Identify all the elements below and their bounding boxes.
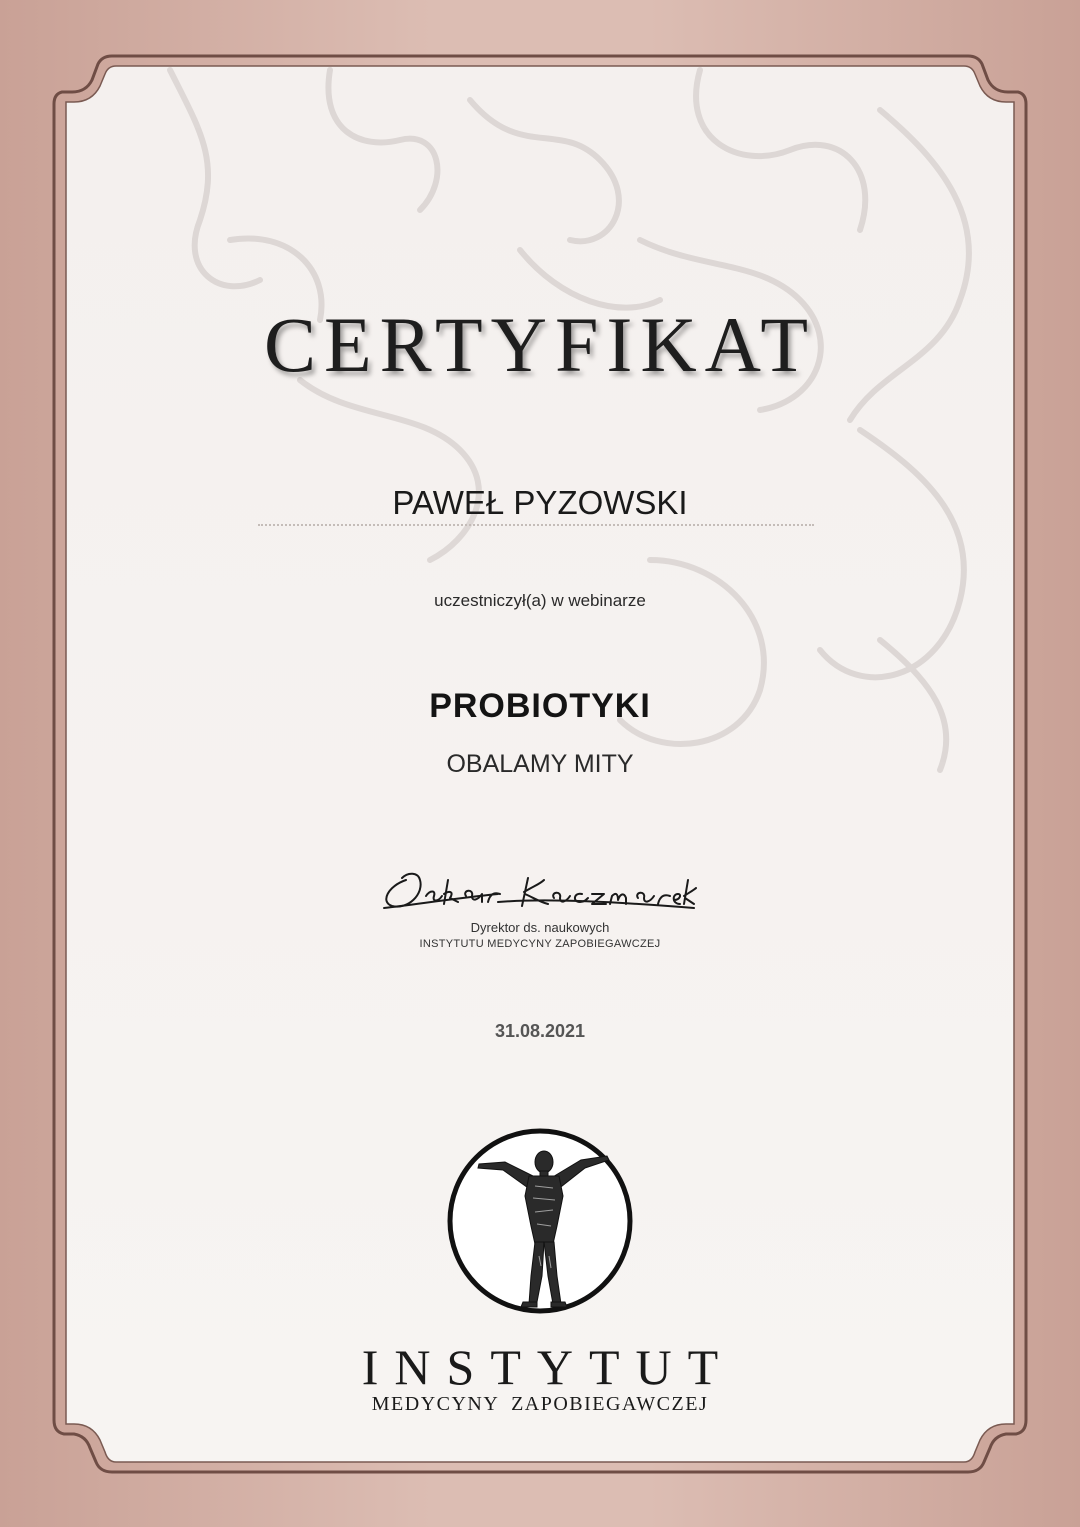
webinar-subtitle: OBALAMY MITY <box>446 750 634 778</box>
vitruvian-figure-icon <box>445 1126 635 1316</box>
signer-organization: INSTYTUTU MEDYCYNY ZAPOBIEGAWCZEJ <box>419 938 661 950</box>
institute-logo-sub: MEDYCYNY ZAPOBIEGAWCZEJ <box>371 1393 709 1415</box>
recipient-name: PAWEŁ PYZOWSKI <box>392 484 688 521</box>
participation-text: uczestniczył(a) w webinarze <box>434 591 646 610</box>
signature <box>378 858 698 918</box>
webinar-title: PROBIOTYKI <box>429 687 651 725</box>
institute-logo-main: INSTYTUT <box>361 1339 735 1395</box>
signer-role: Dyrektor ds. naukowych <box>470 920 610 935</box>
certificate-date: 31.08.2021 <box>494 1021 586 1041</box>
name-dotted-line <box>258 524 814 526</box>
certificate-title: CERTYFIKAT <box>264 301 816 388</box>
